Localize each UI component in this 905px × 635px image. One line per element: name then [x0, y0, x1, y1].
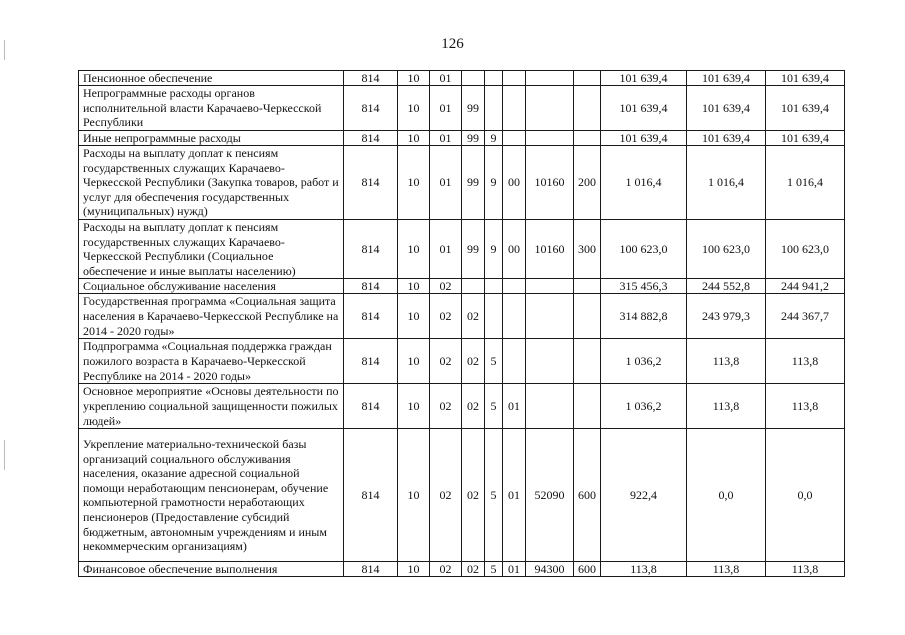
- subsection-code: 01: [430, 146, 462, 220]
- direction-code: [526, 86, 574, 131]
- expense-type-code: [574, 294, 601, 339]
- amount-year-1: 1 036,2: [601, 339, 687, 384]
- amount-year-3: 1 016,4: [766, 146, 845, 220]
- subsection-code: 02: [430, 294, 462, 339]
- row-name: Подпрограмма «Социальная поддержка граждан пожилого возраста в Карачаево-Черкесской Республике на 2014 - 2020 годы»: [79, 339, 344, 384]
- amount-year-1: 101 639,4: [601, 71, 687, 86]
- section-code: 10: [398, 294, 430, 339]
- amount-year-3: 101 639,4: [766, 86, 845, 131]
- amount-year-3: 113,8: [766, 384, 845, 429]
- subprogram-code: 9: [485, 131, 503, 146]
- row-name: Социальное обслуживание населения: [79, 279, 344, 294]
- amount-year-3: 113,8: [766, 562, 845, 577]
- subsection-code: 01: [430, 131, 462, 146]
- event-code: 00: [503, 220, 526, 279]
- program-code: 99: [462, 220, 485, 279]
- budget-rows: [79, 71, 845, 577]
- row-name: Финансовое обеспечение выполнения: [79, 562, 344, 577]
- table-row: [79, 429, 845, 562]
- program-code: 02: [462, 294, 485, 339]
- table-row: [79, 562, 845, 577]
- event-code: [503, 279, 526, 294]
- amount-year-2: 243 979,3: [687, 294, 766, 339]
- amount-year-1: 113,8: [601, 562, 687, 577]
- event-code: [503, 339, 526, 384]
- subsection-code: 02: [430, 384, 462, 429]
- expense-type-code: [574, 71, 601, 86]
- amount-year-3: 244 367,7: [766, 294, 845, 339]
- ministry-code: 814: [344, 384, 398, 429]
- ministry-code: 814: [344, 86, 398, 131]
- direction-code: 94300: [526, 562, 574, 577]
- event-code: [503, 131, 526, 146]
- section-code: 10: [398, 131, 430, 146]
- program-code: 99: [462, 131, 485, 146]
- subprogram-code: 5: [485, 384, 503, 429]
- ministry-code: 814: [344, 294, 398, 339]
- binding-mark: [4, 440, 5, 470]
- ministry-code: 814: [344, 220, 398, 279]
- amount-year-1: 100 623,0: [601, 220, 687, 279]
- expense-type-code: [574, 339, 601, 384]
- subprogram-code: 9: [485, 146, 503, 220]
- subprogram-code: 5: [485, 339, 503, 384]
- amount-year-2: 1 016,4: [687, 146, 766, 220]
- amount-year-1: 1 036,2: [601, 384, 687, 429]
- program-code: 02: [462, 384, 485, 429]
- table-row: [79, 294, 845, 339]
- amount-year-1: 1 016,4: [601, 146, 687, 220]
- section-code: 10: [398, 146, 430, 220]
- expense-type-code: 300: [574, 220, 601, 279]
- ministry-code: 814: [344, 429, 398, 562]
- row-name: Укрепление материально-технической базы организаций социального обслуживания населения, оказание адресной социальной помощи неработающим пенсионерам, обучение компьютерной грамотности неработающих пенсионеров (Предоставление субсидий бюджетным, автономным учреждениям и иным некоммерческим организациям): [79, 429, 344, 562]
- amount-year-1: 101 639,4: [601, 86, 687, 131]
- row-name: Пенсионное обеспечение: [79, 71, 344, 86]
- section-code: 10: [398, 71, 430, 86]
- table-row: [79, 86, 845, 131]
- subprogram-code: [485, 86, 503, 131]
- amount-year-3: 0,0: [766, 429, 845, 562]
- subsection-code: 02: [430, 429, 462, 562]
- event-code: 00: [503, 146, 526, 220]
- table-row: [79, 384, 845, 429]
- event-code: [503, 71, 526, 86]
- event-code: 01: [503, 562, 526, 577]
- ministry-code: 814: [344, 279, 398, 294]
- subprogram-code: 5: [485, 429, 503, 562]
- amount-year-1: 315 456,3: [601, 279, 687, 294]
- direction-code: [526, 279, 574, 294]
- subsection-code: 01: [430, 71, 462, 86]
- expense-type-code: 600: [574, 429, 601, 562]
- section-code: 10: [398, 384, 430, 429]
- row-name: Расходы на выплату доплат к пенсиям государственных служащих Карачаево-Черкесской Республики (Закупка товаров, работ и услуг для обеспечения государственных (муниципальных) нужд): [79, 146, 344, 220]
- expense-type-code: [574, 86, 601, 131]
- program-code: 99: [462, 86, 485, 131]
- section-code: 10: [398, 220, 430, 279]
- event-code: 01: [503, 429, 526, 562]
- table-row: [79, 279, 845, 294]
- table-row: [79, 339, 845, 384]
- amount-year-2: 113,8: [687, 562, 766, 577]
- row-name: Основное мероприятие «Основы деятельности по укреплению социальной защищенности пожилых людей»: [79, 384, 344, 429]
- subsection-code: 02: [430, 339, 462, 384]
- row-name: Иные непрограммные расходы: [79, 131, 344, 146]
- row-name: Государственная программа «Социальная защита населения в Карачаево-Черкесской Республике на 2014 - 2020 годы»: [79, 294, 344, 339]
- event-code: [503, 86, 526, 131]
- program-code: [462, 71, 485, 86]
- direction-code: 10160: [526, 146, 574, 220]
- amount-year-2: 113,8: [687, 339, 766, 384]
- section-code: 10: [398, 429, 430, 562]
- table-row: [79, 146, 845, 220]
- amount-year-3: 101 639,4: [766, 71, 845, 86]
- amount-year-2: 113,8: [687, 384, 766, 429]
- program-code: 99: [462, 146, 485, 220]
- row-name: Расходы на выплату доплат к пенсиям государственных служащих Карачаево-Черкесской Республики (Социальное обеспечение и иные выплаты населению): [79, 220, 344, 279]
- program-code: 02: [462, 339, 485, 384]
- amount-year-2: 0,0: [687, 429, 766, 562]
- amount-year-3: 113,8: [766, 339, 845, 384]
- ministry-code: 814: [344, 71, 398, 86]
- event-code: 01: [503, 384, 526, 429]
- expense-type-code: [574, 279, 601, 294]
- ministry-code: 814: [344, 131, 398, 146]
- amount-year-3: 100 623,0: [766, 220, 845, 279]
- program-code: 02: [462, 562, 485, 577]
- amount-year-1: 922,4: [601, 429, 687, 562]
- section-code: 10: [398, 339, 430, 384]
- amount-year-2: 100 623,0: [687, 220, 766, 279]
- amount-year-2: 244 552,8: [687, 279, 766, 294]
- subsection-code: 01: [430, 220, 462, 279]
- table-row: [79, 71, 845, 86]
- direction-code: [526, 71, 574, 86]
- budget-table: [78, 70, 845, 577]
- ministry-code: 814: [344, 146, 398, 220]
- direction-code: [526, 384, 574, 429]
- expense-type-code: 200: [574, 146, 601, 220]
- section-code: 10: [398, 86, 430, 131]
- subprogram-code: [485, 294, 503, 339]
- expense-type-code: [574, 131, 601, 146]
- direction-code: [526, 294, 574, 339]
- page-number: 126: [441, 36, 464, 52]
- amount-year-3: 244 941,2: [766, 279, 845, 294]
- direction-code: 10160: [526, 220, 574, 279]
- ministry-code: 814: [344, 339, 398, 384]
- ministry-code: 814: [344, 562, 398, 577]
- table-row: [79, 220, 845, 279]
- section-code: 10: [398, 279, 430, 294]
- direction-code: 52090: [526, 429, 574, 562]
- subprogram-code: 9: [485, 220, 503, 279]
- expense-type-code: [574, 384, 601, 429]
- program-code: [462, 279, 485, 294]
- expense-type-code: 600: [574, 562, 601, 577]
- direction-code: [526, 131, 574, 146]
- row-name: Непрограммные расходы органов исполнительной власти Карачаево-Черкесской Республики: [79, 86, 344, 131]
- subsection-code: 01: [430, 86, 462, 131]
- direction-code: [526, 339, 574, 384]
- amount-year-3: 101 639,4: [766, 131, 845, 146]
- subprogram-code: 5: [485, 562, 503, 577]
- section-code: 10: [398, 562, 430, 577]
- subprogram-code: [485, 279, 503, 294]
- amount-year-2: 101 639,4: [687, 71, 766, 86]
- event-code: [503, 294, 526, 339]
- amount-year-1: 314 882,8: [601, 294, 687, 339]
- program-code: 02: [462, 429, 485, 562]
- amount-year-2: 101 639,4: [687, 131, 766, 146]
- amount-year-2: 101 639,4: [687, 86, 766, 131]
- subsection-code: 02: [430, 279, 462, 294]
- subsection-code: 02: [430, 562, 462, 577]
- subprogram-code: [485, 71, 503, 86]
- table-row: [79, 131, 845, 146]
- binding-mark: [4, 40, 5, 60]
- amount-year-1: 101 639,4: [601, 131, 687, 146]
